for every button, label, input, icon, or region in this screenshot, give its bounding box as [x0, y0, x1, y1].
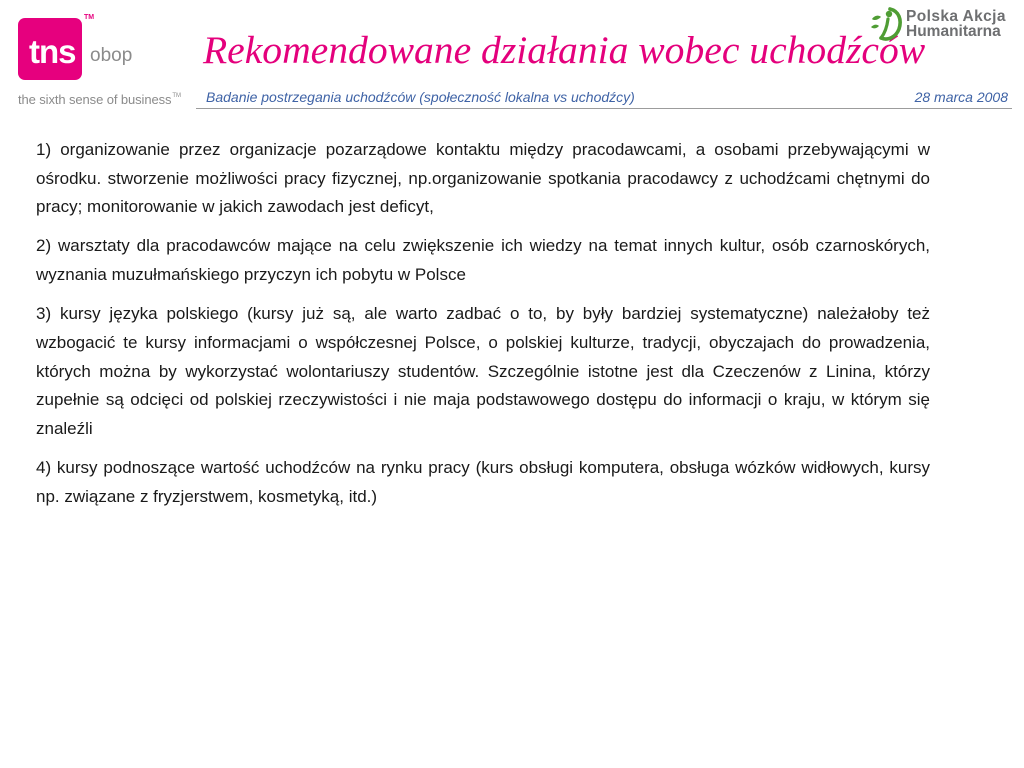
text-line: 3) kursy języka polskiego (kursy już są, ale warto zadbać o to, by były bardziej systematyczne) należałoby też	[36, 304, 930, 324]
pah-logo-line2: Humanitarna	[906, 23, 1001, 40]
text-line: 2) warsztaty dla pracodawców mające na celu zwiększenie ich wiedzy na temat innych kultur, osób czarnoskórych,	[36, 236, 930, 256]
text-line: 1) organizowanie przez organizacje pozarządowe kontaktu między pracodawcami, a osobami przebywającymi w	[36, 140, 930, 159]
pah-logo-line1: Polska Akcja	[906, 8, 1006, 25]
recommendation-1	[36, 136, 930, 222]
tagline-text: the sixth sense of business	[18, 92, 172, 107]
tns-logo-mark: tns	[29, 33, 76, 70]
text-line: pracy; monitorowanie w jakich zawodach jest deficyt,	[36, 197, 434, 217]
text-line: wyznania muzułmańskiego przyczyn ich pobytu w Polsce	[36, 265, 466, 285]
tns-trademark: TM	[84, 14, 95, 21]
text-line: 4) kursy podnoszące wartość uchodźców na rynku pracy (kurs obsługi komputera, obsługa wózków widłowych, kursy	[36, 457, 930, 477]
header-divider	[196, 108, 1012, 109]
slide-subtitle: Badanie postrzegania uchodźców (społeczność lokalna vs uchodźcy)	[206, 89, 635, 105]
tns-logo-name: obop	[90, 45, 133, 66]
slide-date: 28 marca 2008	[914, 89, 1008, 105]
tagline-trademark: TM	[172, 93, 181, 99]
text-line: np. związane z fryzjerstwem, kosmetyką, itd.)	[36, 486, 378, 506]
text-line: zupełnie są odcięci od polskiej rzeczywistości i nie maja podstawowego dostępu do informacji o kraju, w którym się	[36, 390, 930, 410]
recommendation-4	[36, 454, 930, 511]
body-text	[36, 136, 930, 522]
text-line: wzbogacić te kursy informacjami o współczesnej Polsce, o polskiej kulturze, tradycji, obyczajach do prowadzenia,	[36, 332, 930, 352]
tns-tagline	[18, 89, 181, 107]
text-line: ośrodku. stworzenie możliwości pracy fizycznej, np.organizowanie spotkania pracodawcy z uchodźcami chętnymi do	[36, 168, 930, 188]
slide-title: Rekomendowane działania wobec uchodźców	[203, 28, 926, 72]
pah-figure-icon	[868, 5, 904, 43]
text-line: znaleźli	[36, 418, 93, 438]
recommendation-3	[36, 300, 930, 444]
text-line: których można by wykorzystać wolontariuszy studentów. Szczególnie istotne jest dla Czeczenów z Linina, którzy	[36, 361, 930, 381]
recommendation-2	[36, 232, 930, 289]
